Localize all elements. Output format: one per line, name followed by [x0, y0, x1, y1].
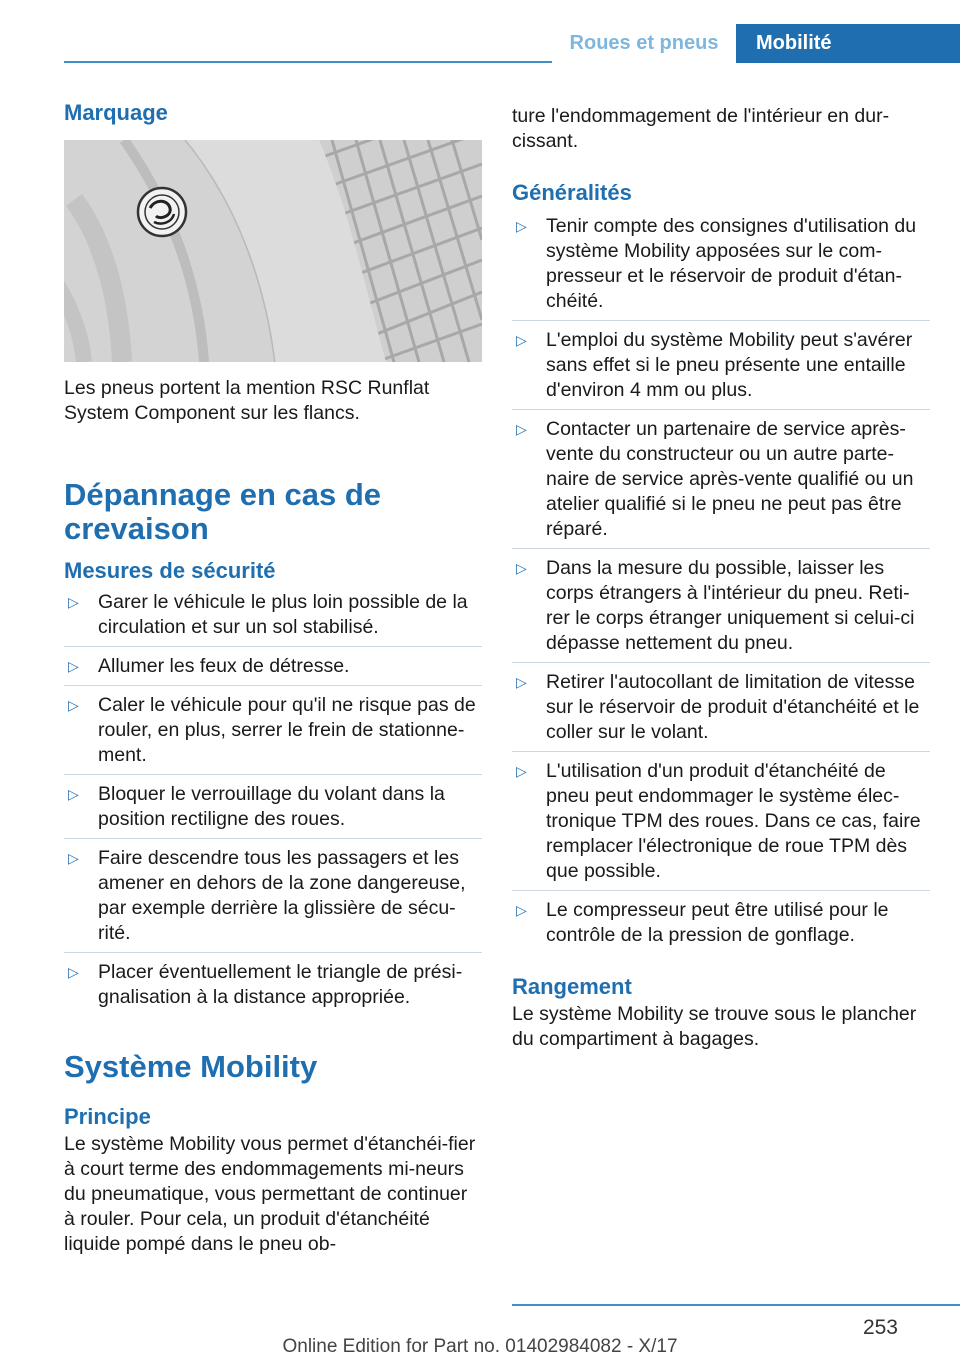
list-item: ▷ Bloquer le verrouillage du volant dans la position rectiligne des roues. — [64, 782, 482, 839]
list-item: ▷ Caler le véhicule pour qu'il ne risque pas de rouler, en plus, serrer le frein de stationne-ment. — [64, 693, 482, 775]
triangle-bullet-icon: ▷ — [516, 763, 527, 779]
triangle-bullet-icon: ▷ — [516, 902, 527, 918]
principe-text: Le système Mobility vous permet d'étanchéi-fier à court terme des endommagements mi-neurs du pneumatique, vous permettant de continuer à rouler. Pour cela, un produit d'étanchéité liquide pompé dans le pneu ob- — [64, 1133, 476, 1255]
list-item: ▷ Le compresseur peut être utilisé pour le contrôle de la pression de gonflage. — [516, 899, 889, 946]
triangle-bullet-icon: ▷ — [68, 697, 79, 713]
page-number: 253 — [862, 1316, 898, 1339]
right-column — [512, 100, 930, 1052]
list-item: ▷ Garer le véhicule le plus loin possible de la circulation et sur un sol stabilisé. — [64, 590, 482, 647]
triangle-bullet-icon: ▷ — [516, 332, 527, 348]
marquage-heading: Marquage — [64, 100, 168, 125]
triangle-bullet-icon: ▷ — [516, 560, 527, 576]
footer-rule — [512, 1304, 960, 1306]
triangle-bullet-icon: ▷ — [68, 786, 79, 802]
securite-list — [64, 590, 482, 1010]
list-item: ▷ L'utilisation d'un produit d'étanchéité de pneu peut endommager le système élec-tronique TPM des roues. Dans ce cas, faire remplacer l'électronique de roue TPM dès que possible. — [512, 759, 930, 891]
triangle-bullet-icon: ▷ — [516, 421, 527, 437]
list-item: ▷ Allumer les feux de détresse. — [64, 654, 482, 686]
tab-roues-et-pneus[interactable]: Roues et pneus — [552, 24, 736, 63]
depannage-heading: Dépannage en cas de crevaison — [64, 477, 382, 546]
triangle-bullet-icon: ▷ — [68, 594, 79, 610]
generalites-list — [512, 214, 930, 948]
list-item: ▷ Retirer l'autocollant de limitation de vitesse sur le réservoir de produit d'étanchéité et le coller sur le volant. — [512, 670, 930, 752]
triangle-bullet-icon: ▷ — [68, 658, 79, 674]
triangle-bullet-icon: ▷ — [516, 674, 527, 690]
triangle-bullet-icon: ▷ — [516, 218, 527, 234]
principe-heading: Principe — [64, 1104, 151, 1129]
list-item: ▷ Tenir compte des consignes d'utilisation du système Mobility apposées sur le com-presseur et le réservoir de produit d'étan-chéité. — [512, 214, 930, 321]
rangement-heading: Rangement — [512, 974, 632, 999]
list-item: ▷ L'emploi du système Mobility peut s'avérer sans effet si le pneu présente une entaille d'environ 4 mm ou plus. — [512, 328, 930, 410]
generalites-heading: Généralités — [512, 180, 632, 205]
list-item: ▷ Dans la mesure du possible, laisser les corps étrangers à l'intérieur du pneu. Reti-rer le corps étranger uniquement si celui-ci dépasse nettement du pneu. — [512, 556, 930, 663]
triangle-bullet-icon: ▷ — [68, 964, 79, 980]
list-item: ▷ Placer éventuellement le triangle de prési-gnalisation à la distance appropriée. — [68, 961, 463, 1008]
securite-heading: Mesures de sécurité — [64, 558, 276, 583]
tab-mobilite[interactable]: Mobilité — [736, 24, 960, 63]
left-column — [64, 100, 482, 1257]
rangement-text: Le système Mobility se trouve sous le plancher du compartiment à bagages. — [512, 1003, 917, 1050]
tire-illustration — [64, 140, 482, 362]
marquage-text: Les pneus portent la mention RSC Runflat System Component sur les flancs. — [64, 377, 430, 424]
list-item: ▷ Faire descendre tous les passagers et les amener en dehors de la zone dangereuse, par exemple derrière la glissière de sécu-rité. — [64, 846, 482, 953]
edition-note: Online Edition for Part no. 01402984082 - X/17 — [282, 1336, 678, 1357]
mobility-heading: Système Mobility — [64, 1049, 318, 1084]
tire-drawing — [64, 140, 482, 362]
triangle-bullet-icon: ▷ — [68, 850, 79, 866]
continuation-text: ture l'endommagement de l'intérieur en dur-cissant. — [512, 105, 890, 152]
list-item: ▷ Contacter un partenaire de service après-vente du constructeur ou un autre parte-naire de service après-vente qualifié ou un atelier qualifié si le pneu ne peut pas être réparé. — [512, 417, 930, 549]
